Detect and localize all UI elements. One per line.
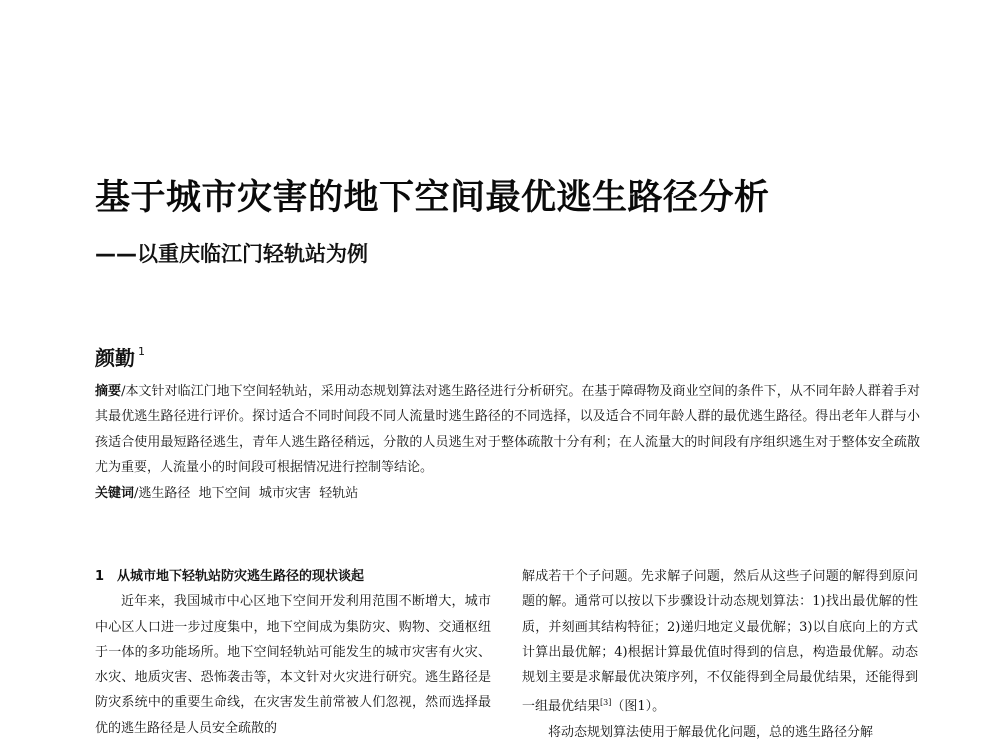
keywords xyxy=(95,481,920,506)
body-paragraph: 近年来，我国城市中心区地下空间开发利用范围不断增大，城市中心区人口进一步过度集中，地下空间成为集防灾、购物、交通枢纽于一体的多功能场所。地下空间轻轨站可能发生的城市灾害有火灾、水灾、地质灾害、恐怖袭击等，本文针对火灾进行研究。逃生路径是防灾系统中的重要生命线，在灾害发生前常被人们忽视，然而选择最优的逃生路径是人员安全疏散的 xyxy=(95,594,491,736)
left-column xyxy=(95,564,491,741)
body-paragraph xyxy=(522,564,918,720)
body-text-figure-ref: （图1）。 xyxy=(611,699,666,715)
section-number: 1 xyxy=(95,569,105,584)
abstract-separator: / xyxy=(121,384,126,399)
author-name: 颜勤 xyxy=(95,346,135,370)
body-paragraph: 将动态规划算法使用于解最优化问题，总的逃生路径分解 xyxy=(548,724,874,740)
paper-subtitle: ——以重庆临江门轻轨站为例 xyxy=(95,242,368,266)
keywords-separator: / xyxy=(134,486,139,501)
reference-mark: [3] xyxy=(600,698,612,708)
keywords-text: 逃生路径 地下空间 城市灾害 轻轨站 xyxy=(138,486,359,501)
abstract-text: 本文针对临江门地下空间轻轨站，采用动态规划算法对逃生路径进行分析研究。在基于障碍物及商业空间的条件下，从不同年龄人群着手对其最优逃生路径进行评价。探讨适合不同时间段不同人流量时逃生路径的不同选择，以及适合不同年龄人群的最优逃生路径。得出老年人群与小孩适合使用最短路径逃生，青年人逃生路径稍远，分散的人员逃生对于整体疏散十分有利；在人流量大的时间段有序组织逃生对于整体安全疏散尤为重要，人流量小的时间段可根据情况进行控制等结论。 xyxy=(95,384,920,476)
right-column xyxy=(522,564,918,745)
abstract xyxy=(95,379,920,481)
keywords-label: 关键词 xyxy=(95,486,135,501)
body-text: 解成若干个子问题。先求解子问题，然后从这些子问题的解得到原问题的解。通常可以按以下步骤设计动态规划算法：1)找出最优解的性质，并刻画其结构特征；2)递归地定义最优解；3)以自底向上的方式计算出最优解；4)根据计算最优值时得到的信息，构造最优解。动态规划主要是求解最优决策序列，不仅能得到全局最优结果，还能得到一组最优结果 xyxy=(522,569,918,715)
paper-title: 基于城市灾害的地下空间最优逃生路径分析 xyxy=(95,178,770,218)
author-line xyxy=(95,338,145,372)
section-heading xyxy=(95,564,491,589)
abstract-label: 摘要 xyxy=(95,384,122,399)
author-affiliation-mark: 1 xyxy=(138,345,145,358)
section-title: 从城市地下轻轨站防灾逃生路径的现状谈起 xyxy=(117,569,365,584)
